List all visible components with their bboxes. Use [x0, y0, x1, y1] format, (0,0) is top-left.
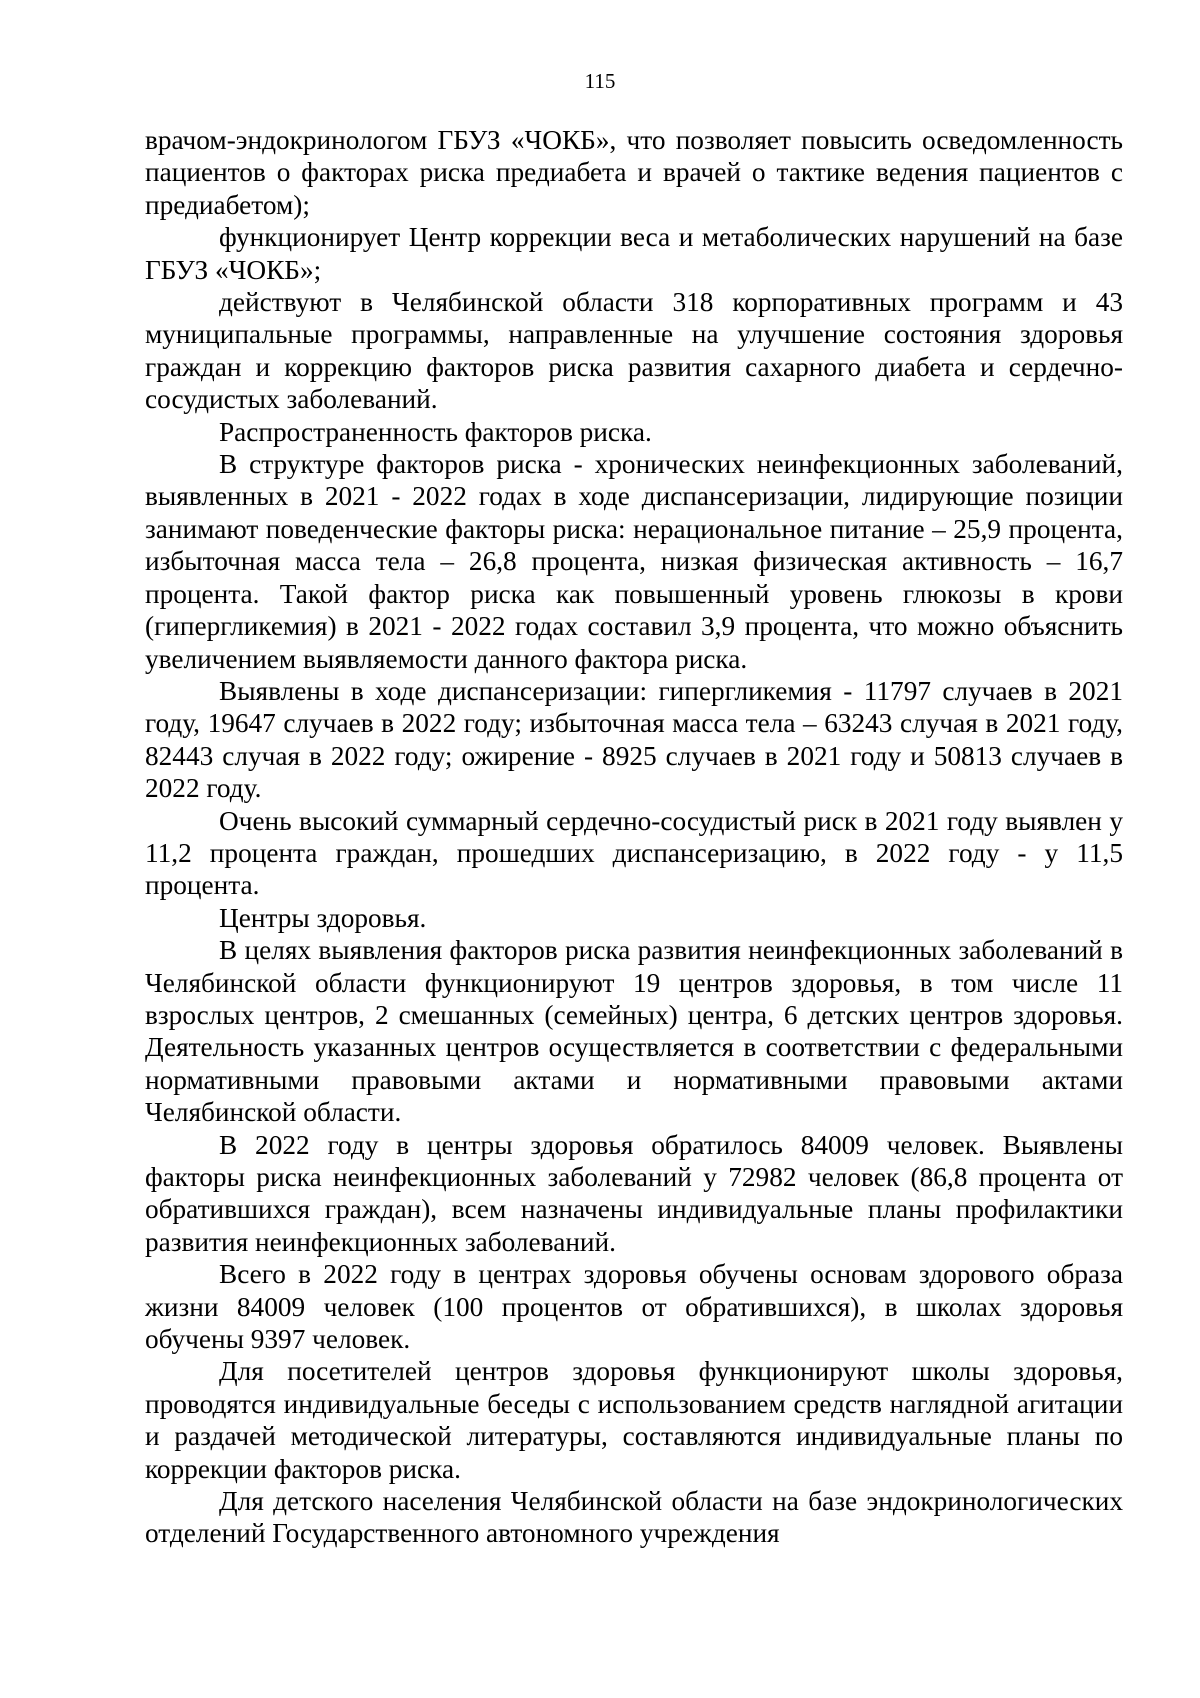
body-text: [145, 124, 1123, 1550]
paragraph: функционирует Центр коррекции веса и метаболических нарушений на базе ГБУЗ «ЧОКБ»;: [145, 222, 1123, 285]
paragraph: Всего в 2022 году в центрах здоровья обучены основам здорового образа жизни 84009 человек (100 процентов от обратившихся), в школах здоровья обучены 9397 человек.: [145, 1259, 1123, 1355]
paragraph: Для детского населения Челябинской области на базе эндокринологических отделений Государственного автономного учреждения: [145, 1486, 1123, 1549]
paragraph: действуют в Челябинской области 318 корпоративных программ и 43 муниципальные программы, направленные на улучшение состояния здоровья граждан и коррекцию факторов риска развития сахарного диабета и сердечно-сосудистых заболеваний.: [145, 287, 1123, 415]
paragraph-continuation: врачом-эндокринологом ГБУЗ «ЧОКБ», что позволяет повысить осведомленность пациентов о факторах риска предиабета и врачей о тактике ведения пациентов с предиабетом);: [145, 125, 1123, 220]
paragraph: В целях выявления факторов риска развития неинфекционных заболеваний в Челябинской области функционируют 19 центров здоровья, в том числе 11 взрослых центров, 2 смешанных (семейных) центра, 6 детских центров здоровья. Деятельность указанных центров осуществляется в соответствии с федеральными нормативными правовыми актами и нормативными правовыми актами Челябинской области.: [145, 935, 1123, 1128]
page-number: 115: [584, 69, 616, 93]
section-heading: Распространенность факторов риска.: [219, 416, 652, 447]
paragraph: В структуре факторов риска - хронических неинфекционных заболеваний, выявленных в 2021 - 2022 годах в ходе диспансеризации, лидирующие позиции занимают поведенческие факторы риска: нерациональное питание – 25,9 процента, избыточная масса тела – 26,8 процента, низкая физическая активность – 16,7 процента. Такой фактор риска как повышенный уровень глюкозы в крови (гипергликемия) в 2021 - 2022 годах составил 3,9 процента, что можно объяснить увеличением выявляемости данного фактора риска.: [145, 449, 1123, 674]
paragraph: В 2022 году в центры здоровья обратилось 84009 человек. Выявлены факторы риска неинфекционных заболеваний у 72982 человек (86,8 процента от обратившихся граждан), всем назначены индивидуальные планы профилактики развития неинфекционных заболеваний.: [145, 1129, 1123, 1257]
paragraph: Для посетителей центров здоровья функционируют школы здоровья, проводятся индивидуальные беседы с использованием средств наглядной агитации и раздачей методической литературы, составляются индивидуальные планы по коррекции факторов риска.: [145, 1356, 1123, 1484]
section-heading: Центры здоровья.: [219, 902, 427, 933]
paragraph: Выявлены в ходе диспансеризации: гипергликемия - 11797 случаев в 2021 году, 19647 случаев в 2022 году; избыточная масса тела – 63243 случая в 2021 году, 82443 случая в 2022 году; ожирение - 8925 случаев в 2021 году и 50813 случаев в 2022 году.: [145, 675, 1123, 804]
paragraph: Очень высокий суммарный сердечно-сосудистый риск в 2021 году выявлен у 11,2 процента граждан, прошедших диспансеризацию, в 2022 году - у 11,5 процента.: [145, 805, 1123, 901]
